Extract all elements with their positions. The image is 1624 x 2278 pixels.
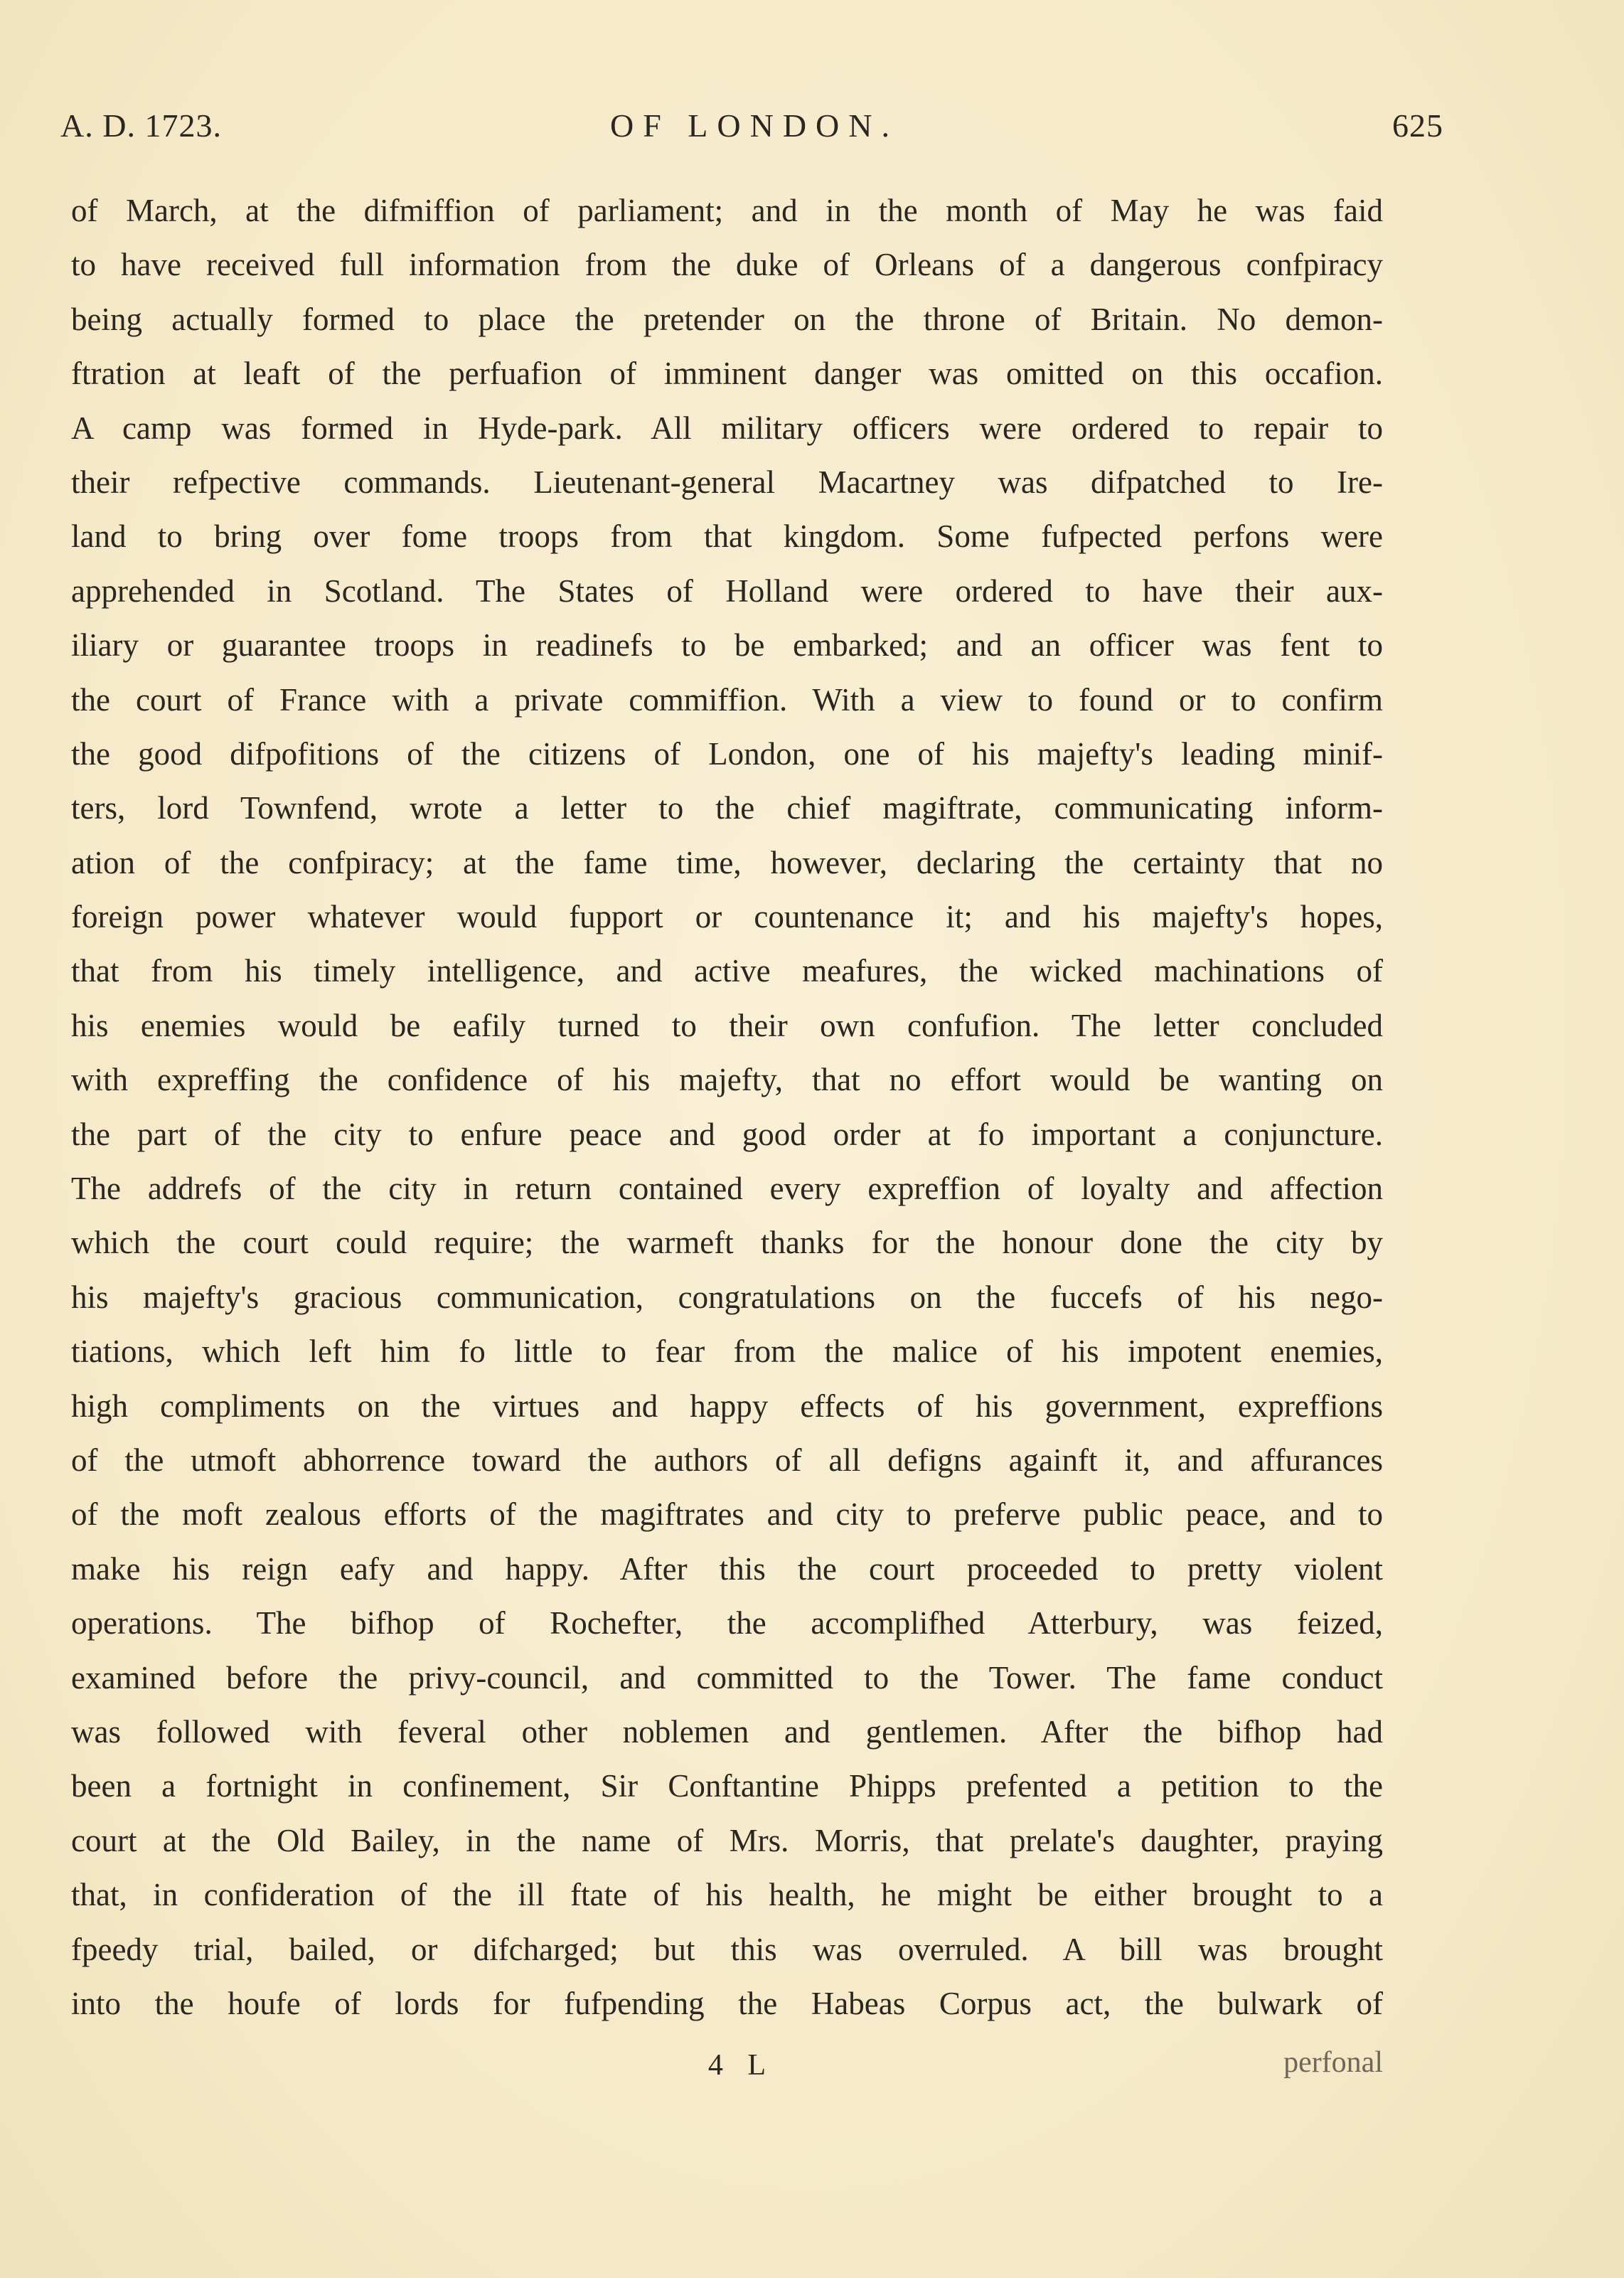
text-line: their refpective commands. Lieutenant-general Macartney was difpatched to Ire- (71, 464, 1383, 500)
text-line: his enemies would be eafily turned to their own confufion. The letter concluded (71, 1007, 1383, 1043)
text-line: high compliments on the virtues and happy effects of his government, expreffions (71, 1388, 1383, 1424)
text-line: operations. The bifhop of Rochefter, the accomplifhed Atterbury, was feized, (71, 1605, 1383, 1641)
text-line: A camp was formed in Hyde-park. All military officers were ordered to repair to (71, 410, 1383, 446)
text-line: fpeedy trial, bailed, or difcharged; but this was overruled. A bill was brought (71, 1931, 1383, 1967)
text-line: foreign power whatever would fupport or countenance it; and his majefty's hopes, (71, 899, 1383, 935)
text-line: of March, at the difmiffion of parliament; and in the month of May he was faid (71, 193, 1383, 228)
text-line: been a fortnight in confinement, Sir Conftantine Phipps prefented a petition to the (71, 1768, 1383, 1804)
signature-mark: 4 L (707, 2049, 775, 2082)
text-line: that from his timely intelligence, and active meafures, the wicked machinations of (71, 953, 1383, 989)
text-line: of the utmoft abhorrence toward the authors of all defigns againft it, and affurances (71, 1442, 1383, 1478)
body-text (71, 183, 1383, 2030)
text-line: which the court could require; the warmeft thanks for the honour done the city by (71, 1225, 1383, 1261)
text-line: being actually formed to place the pretender on the throne of Britain. No demon- (71, 301, 1383, 337)
running-head (50, 107, 1443, 156)
text-line: his majefty's gracious communication, congratulations on the fuccefs of his nego- (71, 1279, 1383, 1315)
text-line: court at the Old Bailey, in the name of Mrs. Morris, that prelate's daughter, praying (71, 1822, 1383, 1858)
page-number: 625 (1392, 107, 1443, 144)
text-line: of the moft zealous efforts of the magiftrates and city to preferve public peace, and to (71, 1496, 1383, 1533)
text-line: into the houfe of lords for fufpending the Habeas Corpus act, the bulwark of (71, 1985, 1383, 2021)
text-line: the court of France with a private commiffion. With a view to found or to confirm (71, 681, 1383, 718)
page-footer (71, 2048, 1383, 2098)
text-line: make his reign eafy and happy. After this the court proceeded to pretty violent (71, 1550, 1383, 1587)
text-line: The addrefs of the city in return contained every expreffion of loyalty and affection (71, 1171, 1383, 1207)
text-line: examined before the privy-council, and committed to the Tower. The fame conduct (71, 1659, 1383, 1696)
text-line: land to bring over fome troops from that kingdom. Some fufpected perfons were (71, 518, 1383, 555)
text-line: with expreffing the confidence of his majefty, that no effort would be wanting on (71, 1062, 1383, 1098)
text-line: ation of the confpiracy; at the fame time, however, declaring the certainty that no (71, 844, 1383, 880)
text-line: apprehended in Scotland. The States of Holland were ordered to have their aux- (71, 573, 1383, 609)
running-head-date: A. D. 1723. (60, 107, 222, 144)
text-line: the good difpofitions of the citizens of London, one of his majefty's leading minif- (71, 735, 1383, 772)
text-line: to have received full information from the duke of Orleans of a dangerous confpiracy (71, 247, 1383, 283)
catchword: perfonal (1283, 2046, 1383, 2079)
text-line: tiations, which left him fo little to fear from the malice of his impotent enemies, (71, 1334, 1383, 1370)
text-line: ftration at leaft of the perfuafion of imminent danger was omitted on this occafion. (71, 356, 1383, 392)
text-line: iliary or guarantee troops in readinefs to be embarked; and an officer was fent to (71, 627, 1383, 664)
text-line: that, in confideration of the ill ftate of his health, he might be either brought to a (71, 1877, 1383, 1913)
text-line: ters, lord Townfend, wrote a letter to the chief magiftrate, communicating inform- (71, 790, 1383, 826)
text-line: was followed with feveral other noblemen and gentlemen. After the bifhop had (71, 1713, 1383, 1750)
text-line: the part of the city to enfure peace and good order at fo important a conjuncture. (71, 1116, 1383, 1152)
running-head-title: OF LONDON. (610, 107, 899, 144)
